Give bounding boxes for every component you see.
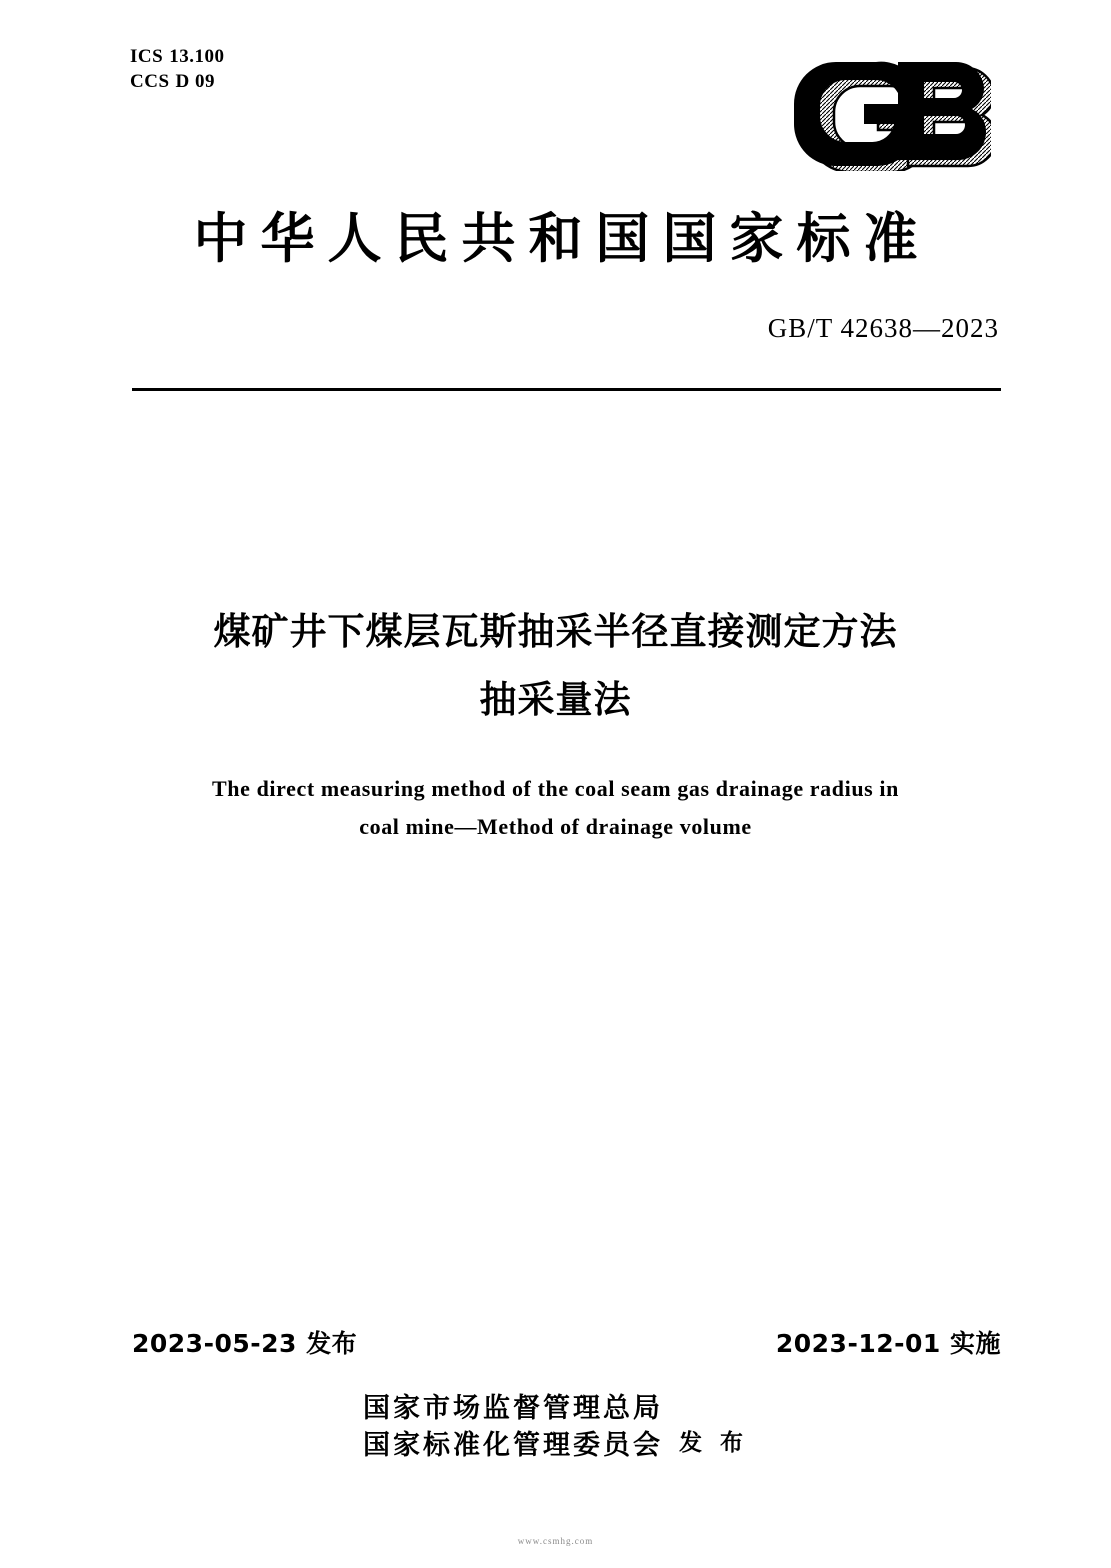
- issuing-organizations: [0, 1390, 1111, 1464]
- ics-row: [130, 44, 224, 69]
- issue-date: 2023-05-23 发布: [132, 1329, 358, 1358]
- issuer-line1: 国家市场监督管理总局: [362, 1393, 663, 1424]
- page-header: [130, 44, 1001, 194]
- ccs-label: CCS: [130, 71, 170, 92]
- gb-logo-icon: [776, 56, 991, 171]
- header-divider: [132, 388, 1001, 391]
- issuer-line2: 国家标准化管理委员会: [362, 1430, 663, 1461]
- ics-value: 13.100: [169, 46, 225, 67]
- ics-label: ICS: [130, 46, 164, 67]
- document-title-chinese: [0, 598, 1111, 734]
- classification-codes: [130, 44, 224, 94]
- issuer-verb: 发 布: [678, 1429, 748, 1456]
- date-row: [132, 1324, 1001, 1358]
- issuer-names: [363, 1390, 663, 1464]
- national-standard-title: 中华人民共和国国家标准: [193, 207, 931, 270]
- document-title-chinese-line2: 抽采量法: [479, 678, 632, 721]
- watermark: www.csmhg.com: [517, 1536, 594, 1546]
- document-title-english-line2: coal mine—Method of drainage volume: [359, 814, 752, 839]
- standard-number: GB/T 42638—2023: [767, 313, 999, 343]
- document-title-english: [170, 770, 941, 846]
- ccs-row: [130, 69, 224, 94]
- document-title-chinese-line1: 煤矿井下煤层瓦斯抽采半径直接测定方法: [213, 610, 898, 653]
- document-title-english-line1: The direct measuring method of the coal seam gas drainage radius in: [212, 776, 899, 801]
- ccs-value: D 09: [175, 71, 215, 92]
- implementation-date: 2023-12-01 实施: [775, 1329, 1001, 1358]
